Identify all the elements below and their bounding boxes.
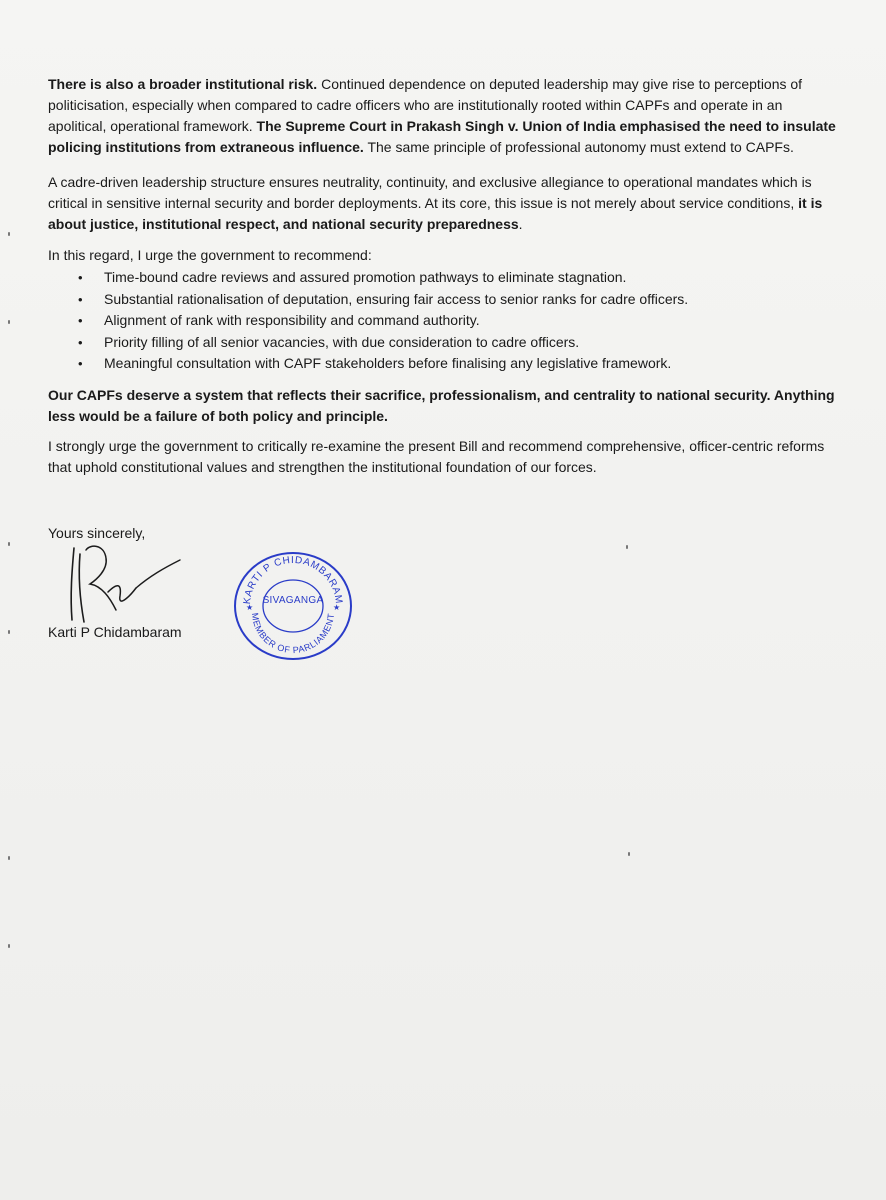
list-item [78,332,838,354]
scan-mark [628,852,630,856]
bold-statement: Our CAPFs deserve a system that reflects their sacrifice, professionalism, and centrality to national security. Anything less would be a failure of both policy and principle. [48,386,835,424]
paragraph-text: A cadre-driven leadership structure ensures neutrality, continuity, and exclusive allegiance to operational mandates which is critical in sensitive internal security and border deployments. At its core, this issue is not merely about service conditions, [48,174,812,211]
recommendations-list [48,267,838,375]
paragraph-text: Continued dependence on deputed leadership may give rise to perceptions of politicisation, especially when compared to cadre officers who are institutionally rooted within CAPFs and operate in an apolitical, operational framework. [48,76,803,134]
period: . [518,216,523,232]
recommendations-intro: In this regard, I urge the government to recommend: [48,247,372,263]
scan-mark [8,232,10,236]
list-item-text: Meaningful consultation with CAPF stakeholders before finalising any legislative framework. [104,355,672,371]
closing-salutation: Yours sincerely, [48,525,146,541]
list-item [78,267,838,289]
lead-bold-text: There is also a broader institutional risk. [48,76,318,92]
list-item [78,289,838,311]
svg-text:★: ★ [246,603,254,612]
list-item-text: Time-bound cadre reviews and assured promotion pathways to eliminate stagnation. [104,269,627,285]
list-item-text: Substantial rationalisation of deputation, ensuring fair access to senior ranks for cadre officers. [104,290,689,307]
bullet-icon: • [78,313,83,328]
seal-top-text: KARTI P CHIDAMBARAM [241,554,345,605]
seal-ring-icon [232,550,354,662]
list-item-text: Priority filling of all senior vacancies, with due consideration to cadre officers. [104,333,580,350]
svg-text:★: ★ [333,603,341,612]
bullet-icon: • [78,291,83,307]
svg-text:MEMBER OF PARLIAMENT [250,612,336,655]
scan-mark [8,320,10,324]
paragraph-text: The same principle of professional autonomy must extend to CAPFs. [363,139,794,155]
scan-mark [8,944,10,948]
list-item-text: Alignment of rank with responsibility and command authority. [104,312,480,328]
paragraph-strong-urge: I strongly urge the government to critically re-examine the present Bill and recommend comprehensive, officer-centric reforms that uphold constitutional values and strengthen the institutional foundation of our forces. [48,437,825,475]
paragraph-institutional-risk [48,74,838,158]
bullet-icon: • [78,334,83,350]
scan-mark [626,545,628,549]
bullet-icon: • [78,270,83,285]
list-item [78,353,838,375]
letter-body [48,74,838,489]
signatory-name: Karti P Chidambaram [48,624,182,640]
bullet-icon: • [78,356,83,371]
scan-mark [8,630,10,634]
seal-center-text: SIVAGANGA [262,595,324,606]
scan-mark [8,856,10,860]
paragraph-cadre-leadership [48,172,838,235]
paragraph-capfs-deserve [48,385,838,427]
supreme-court-bold-text: The Supreme Court in Prakash Singh v. Union of India emphasised the need to insulate policing institutions from extraneous influence. [48,118,836,155]
justice-bold-text: it is about justice, institutional respect, and national security preparedness [48,195,823,232]
list-item [78,310,838,332]
official-seal [232,550,354,662]
seal-bottom-text: MEMBER OF PARLIAMENT [249,612,337,656]
scan-mark [8,542,10,546]
